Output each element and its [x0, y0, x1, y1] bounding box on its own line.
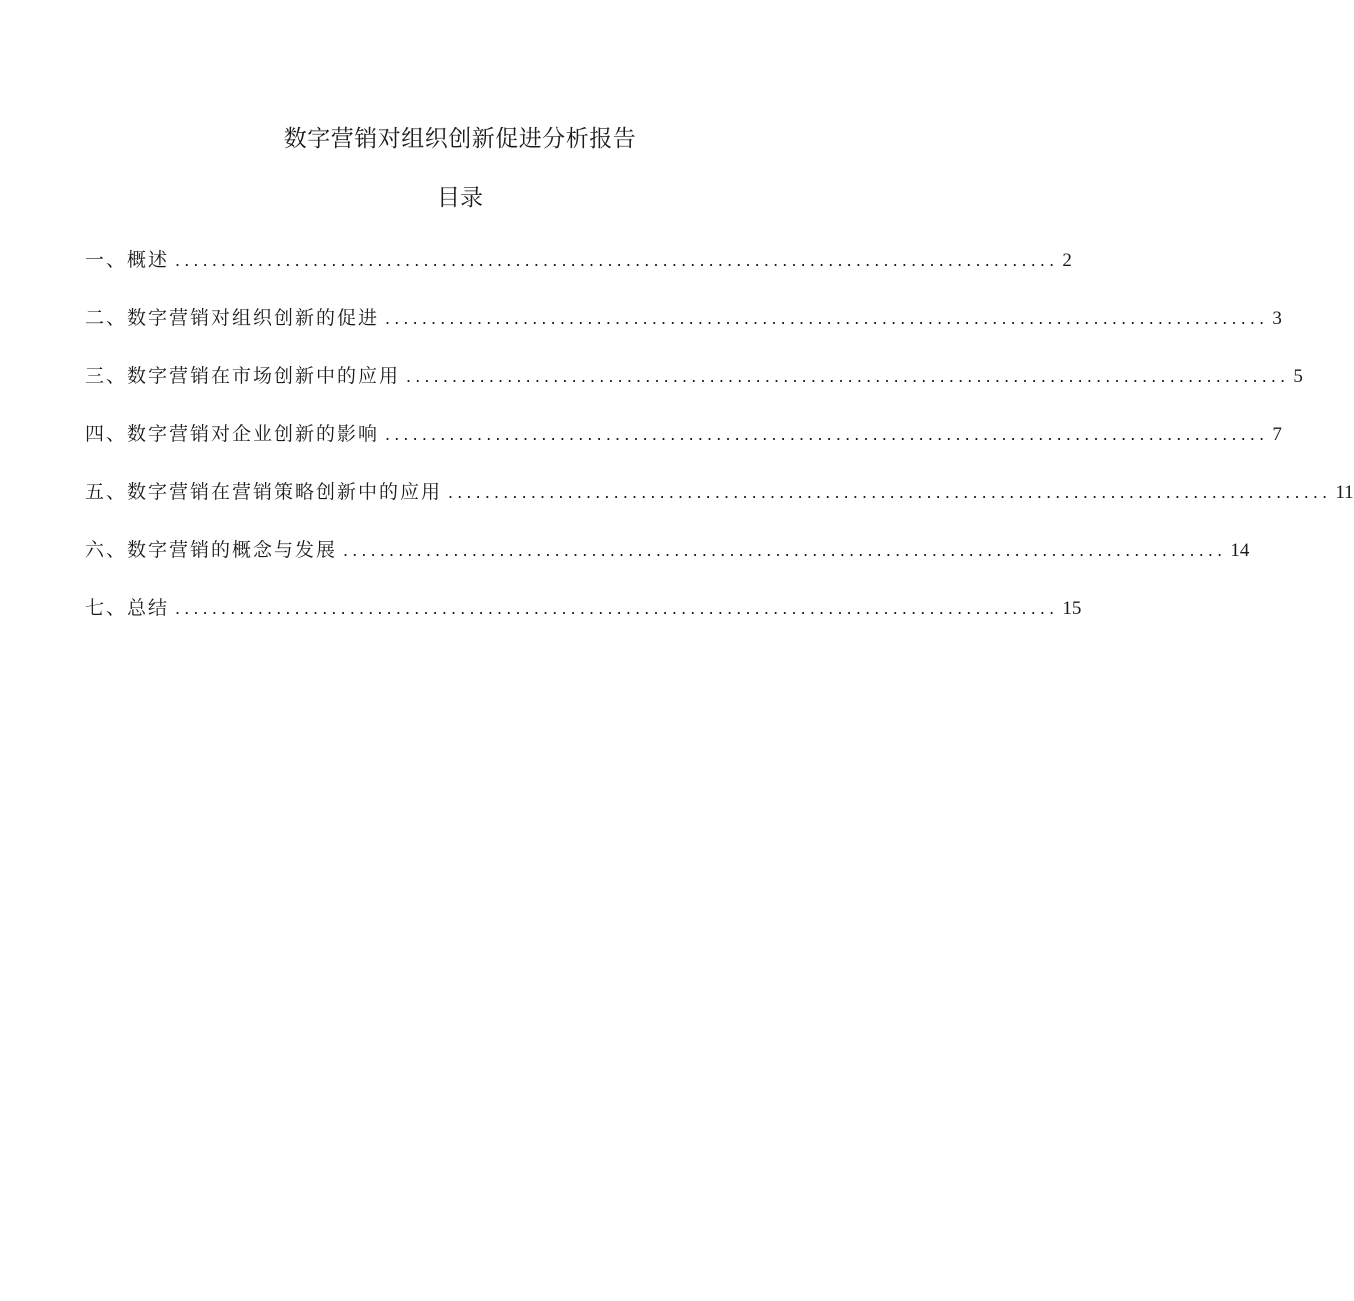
toc-dot-leader: ................................................................................................	[385, 424, 1269, 444]
toc-entry[interactable]	[85, 301, 1282, 359]
toc-page-number: 14	[1230, 540, 1250, 561]
toc-page-number: 2	[1062, 250, 1072, 271]
toc-page-number: 3	[1272, 308, 1282, 329]
toc-entry[interactable]	[85, 591, 1082, 649]
toc-heading: 目录	[437, 185, 483, 211]
toc-entry-label: 一、概述	[85, 249, 170, 271]
toc-entry-label: 二、数字营销对组织创新的促进	[85, 307, 380, 329]
toc-entry-label: 三、数字营销在市场创新中的应用	[85, 365, 401, 387]
toc-page-number: 5	[1293, 366, 1303, 387]
toc-dot-leader: ................................................................................................	[385, 308, 1269, 328]
toc-entry-label: 七、总结	[85, 597, 170, 619]
toc-entry[interactable]	[85, 533, 1250, 591]
document-title: 数字营销对组织创新促进分析报告	[283, 126, 637, 152]
toc-page-number: 11	[1335, 482, 1354, 503]
table-of-contents	[85, 243, 1354, 649]
toc-page-number: 7	[1272, 424, 1282, 445]
toc-page-number: 15	[1062, 598, 1082, 619]
toc-dot-leader: ................................................................................................	[343, 540, 1227, 560]
toc-entry-label: 六、数字营销的概念与发展	[85, 539, 338, 561]
toc-entry[interactable]	[85, 475, 1354, 533]
toc-dot-leader: ................................................................................................	[175, 250, 1059, 270]
toc-entry[interactable]	[85, 359, 1303, 417]
toc-entry[interactable]	[85, 417, 1282, 475]
toc-entry-label: 五、数字营销在营销策略创新中的应用	[85, 481, 443, 503]
toc-entry-label: 四、数字营销对企业创新的影响	[85, 423, 380, 445]
toc-entry[interactable]	[85, 243, 1072, 301]
toc-dot-leader: ................................................................................................	[406, 366, 1290, 386]
toc-dot-leader: ................................................................................................	[448, 482, 1332, 502]
toc-dot-leader: ................................................................................................	[175, 598, 1059, 618]
